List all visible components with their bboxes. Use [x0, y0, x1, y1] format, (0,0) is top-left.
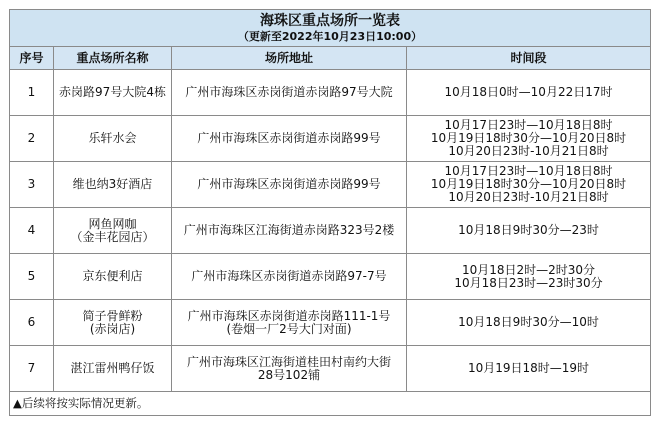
name-line: 网鱼网咖	[88, 216, 137, 231]
table-row	[10, 300, 651, 346]
table-row	[10, 208, 651, 254]
cell-address	[172, 254, 407, 300]
title-cell	[10, 10, 651, 47]
cell-name	[54, 116, 172, 162]
time-line: 10月18日2时—2时30分	[461, 262, 596, 277]
name-line: (赤岗店)	[89, 321, 136, 336]
table-row	[10, 254, 651, 300]
footnote: ▲后续将按实际情况更新。	[10, 392, 651, 416]
table-row	[10, 162, 651, 208]
cell-no: 1	[10, 70, 54, 116]
key-locations-table	[9, 9, 651, 416]
cell-no: 3	[10, 162, 54, 208]
cell-time	[407, 162, 651, 208]
time-line: 10月18日9时30分—10时	[458, 315, 599, 329]
time-line: 10月18日23时—23时30分	[454, 275, 603, 290]
cell-name	[54, 70, 172, 116]
name-line: 赤岗路97号大院4栋	[59, 85, 166, 99]
cell-address	[172, 162, 407, 208]
cell-time	[407, 254, 651, 300]
name-line: 维也纳3好酒店	[72, 177, 153, 191]
table-row	[10, 70, 651, 116]
time-line: 10月20日23时-10月21日8时	[448, 144, 609, 158]
cell-no: 7	[10, 346, 54, 392]
cell-name	[54, 162, 172, 208]
cell-address	[172, 208, 407, 254]
header-row	[10, 47, 651, 70]
time-line: 10月19日18时30分—10月20日8时	[430, 131, 627, 145]
address-line: 广州市海珠区赤岗街道赤岗路97-7号	[191, 269, 387, 283]
header-name: 重点场所名称	[54, 47, 172, 70]
cell-address	[172, 300, 407, 346]
cell-no: 2	[10, 116, 54, 162]
table-title: 海珠区重点场所一览表	[260, 13, 400, 29]
cell-address	[172, 116, 407, 162]
address-line: 广州市海珠区赤岗街道赤岗路111-1号	[187, 308, 391, 323]
table-row	[10, 346, 651, 392]
header-no: 序号	[10, 47, 54, 70]
cell-name	[54, 300, 172, 346]
cell-name	[54, 254, 172, 300]
address-line: 广州市海珠区赤岗街道赤岗路99号	[197, 131, 381, 145]
name-line: 湛江雷州鸭仔饭	[70, 361, 155, 375]
cell-name	[54, 208, 172, 254]
name-line: （金丰花园店）	[70, 229, 155, 244]
cell-no: 6	[10, 300, 54, 346]
cell-address	[172, 70, 407, 116]
address-line: 广州市海珠区赤岗街道赤岗路99号	[197, 177, 381, 191]
time-line: 10月17日23时—10月18日8时	[444, 118, 613, 132]
cell-time	[407, 208, 651, 254]
footnote-row	[10, 392, 651, 416]
name-line: 京东便利店	[82, 269, 143, 283]
cell-time	[407, 300, 651, 346]
header-address: 场所地址	[172, 47, 407, 70]
address-line: 广州市海珠区江海街道桂田村南约大街	[186, 354, 391, 369]
address-line: 广州市海珠区江海街道赤岗路323号2楼	[183, 223, 395, 237]
time-line: 10月19日18时—19时	[467, 361, 590, 375]
cell-no: 5	[10, 254, 54, 300]
cell-time	[407, 346, 651, 392]
name-line: 乐轩水会	[88, 131, 137, 145]
title-row	[10, 10, 651, 47]
cell-name	[54, 346, 172, 392]
cell-no: 4	[10, 208, 54, 254]
cell-time	[407, 70, 651, 116]
time-line: 10月20日23时-10月21日8时	[448, 190, 609, 204]
cell-time	[407, 116, 651, 162]
address-line: 28号102铺	[257, 367, 321, 382]
time-line: 10月19日18时30分—10月20日8时	[430, 177, 627, 191]
name-line: 简子骨鲜粉	[82, 308, 143, 323]
table-container	[9, 9, 650, 416]
time-line: 10月18日0时—10月22日17时	[444, 85, 613, 99]
cell-address	[172, 346, 407, 392]
address-line: 广州市海珠区赤岗街道赤岗路97号大院	[185, 85, 393, 99]
time-line: 10月17日23时—10月18日8时	[444, 164, 613, 178]
time-line: 10月18日9时30分—23时	[458, 223, 599, 237]
table-subtitle: （更新至2022年10月23日10:00）	[237, 30, 423, 43]
address-line: (卷烟一厂2号大门对面)	[226, 321, 352, 336]
table-row	[10, 116, 651, 162]
header-time: 时间段	[407, 47, 651, 70]
